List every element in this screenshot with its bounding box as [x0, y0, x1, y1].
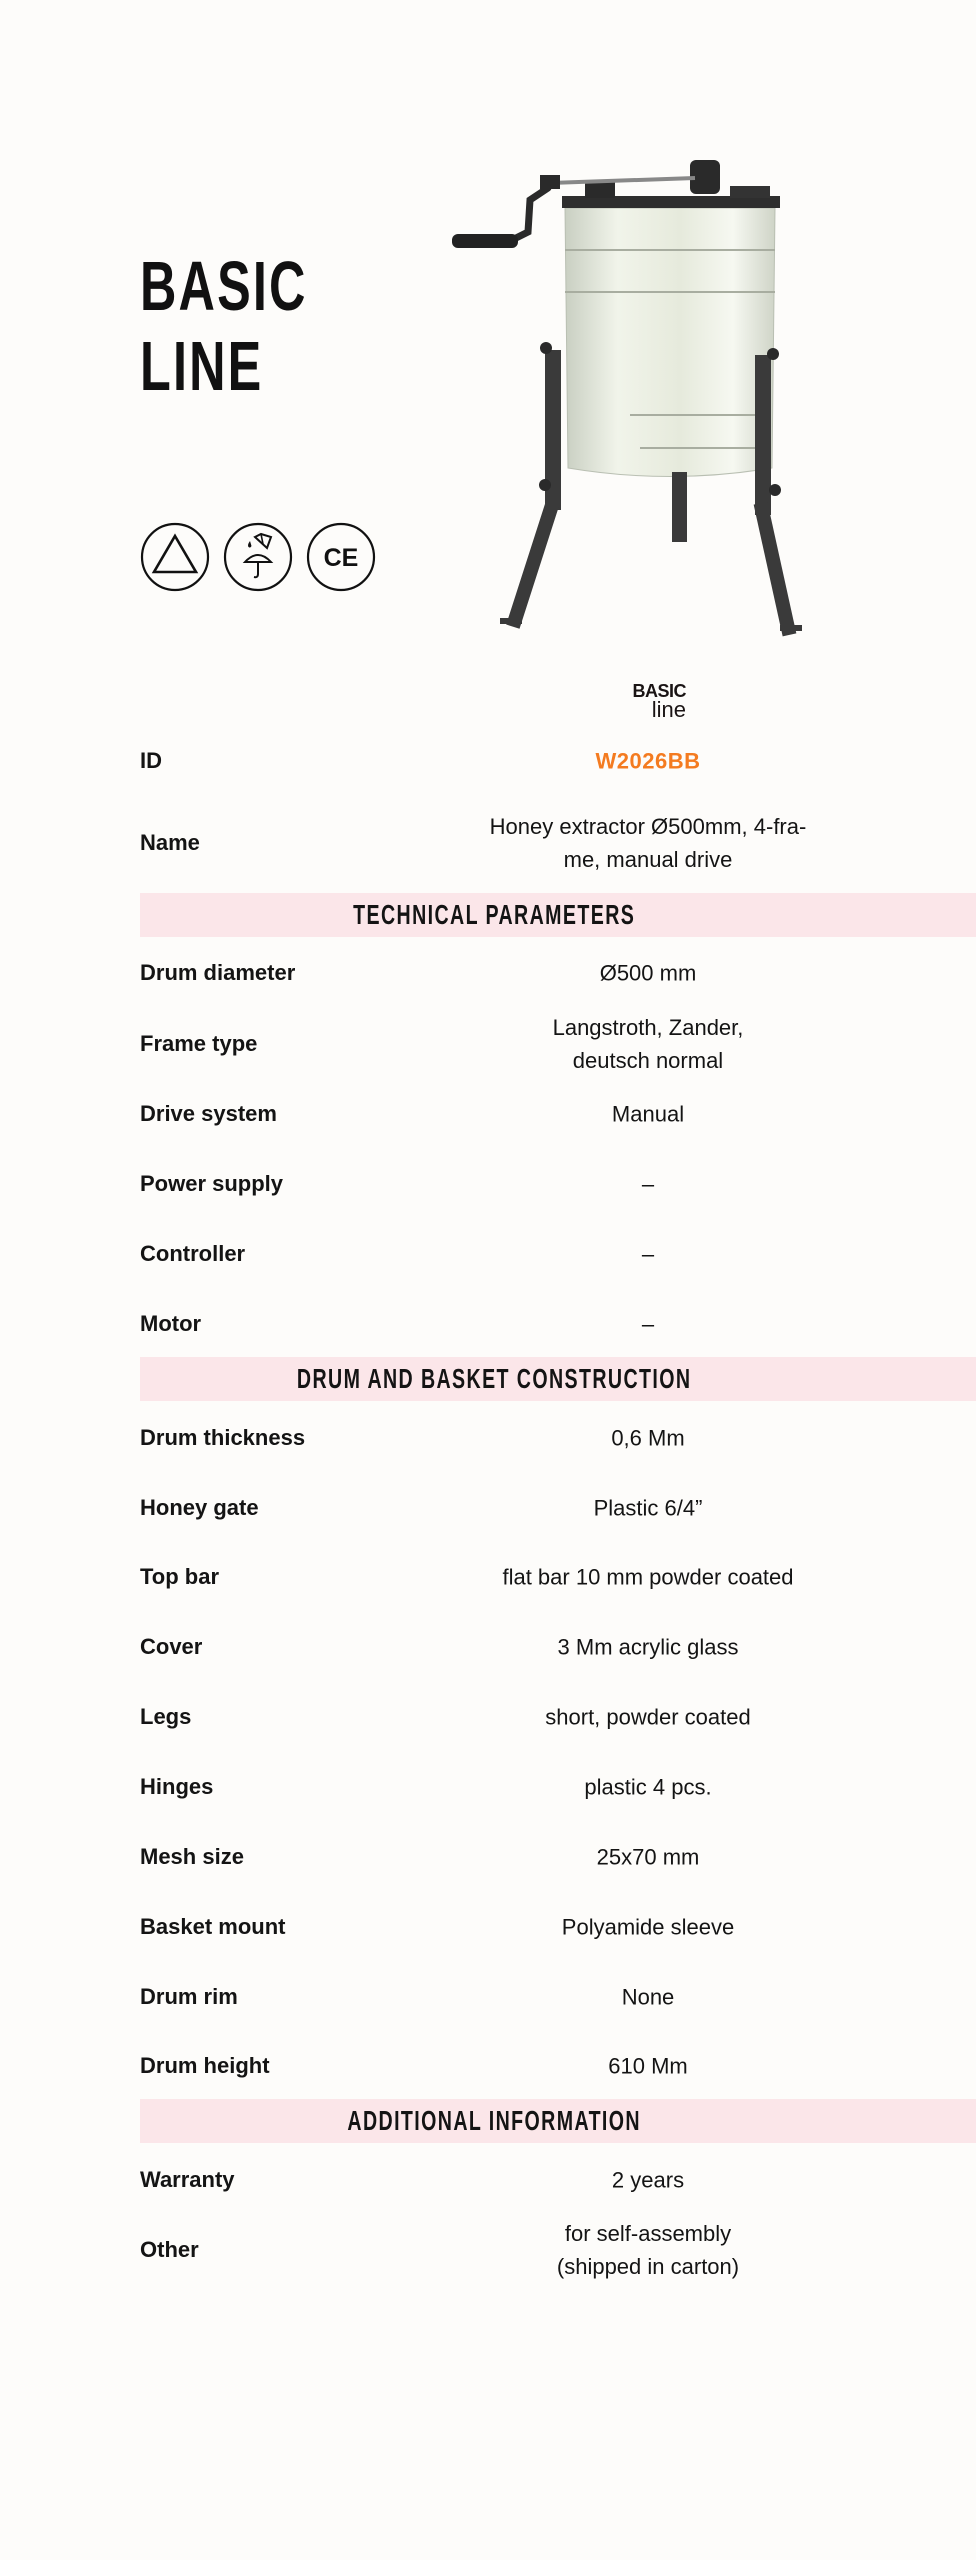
- spec-label: Name: [140, 830, 200, 855]
- triangle-icon: [140, 522, 210, 592]
- section-header-drum-and-basket: [140, 1357, 976, 1401]
- spec-value-line: deutsch normal: [572, 1048, 724, 1073]
- spec-label: Drive system: [140, 1101, 277, 1126]
- spec-value-line: for self-assembly: [564, 2221, 732, 2246]
- spec-value: 0,6 Mm: [611, 1425, 685, 1451]
- spec-label: Power supply: [140, 1171, 284, 1196]
- spec-value: –: [641, 1171, 655, 1197]
- spec-label: Basket mount: [140, 1914, 286, 1939]
- spec-label: Honey gate: [140, 1495, 259, 1520]
- spec-label: Motor: [140, 1311, 202, 1336]
- brand-logo: [600, 682, 686, 720]
- spec-label: Hinges: [140, 1774, 214, 1799]
- title-line-2: LINE: [140, 327, 264, 405]
- food-safe-keep-dry-icon: [223, 522, 293, 592]
- honey-extractor-image: [440, 150, 810, 650]
- spec-value: [400, 1011, 896, 1077]
- spec-value: 25x70 mm: [596, 1844, 700, 1870]
- ce-mark-text: CE: [323, 544, 359, 572]
- spec-value: None: [621, 1984, 675, 2010]
- spec-value: Plastic 6/4”: [593, 1495, 703, 1521]
- spec-label: Drum rim: [140, 1984, 238, 2009]
- spec-label: Drum diameter: [140, 960, 296, 985]
- spec-value: flat bar 10 mm powder coated: [502, 1564, 794, 1590]
- spec-value: [400, 2217, 896, 2283]
- spec-value: 610 Mm: [608, 2053, 688, 2079]
- certification-icons: [140, 522, 380, 594]
- logo-line-2: line: [651, 697, 686, 722]
- spec-label: Drum thickness: [140, 1425, 306, 1450]
- section-title: DRUM AND BASKET CONSTRUCTION: [296, 1363, 692, 1394]
- spec-label: Warranty: [140, 2167, 235, 2192]
- spec-label: Controller: [140, 1241, 246, 1266]
- spec-value: Ø500 mm: [599, 960, 697, 986]
- ce-mark-icon: [306, 522, 376, 592]
- spec-value: Polyamide sleeve: [561, 1914, 735, 1940]
- spec-value: plastic 4 pcs.: [584, 1774, 712, 1800]
- spec-value-line: Honey extractor Ø500mm, 4-fra-: [489, 814, 807, 839]
- spec-label: Cover: [140, 1634, 203, 1659]
- section-title: ADDITIONAL INFORMATION: [347, 2105, 641, 2136]
- spec-value-line: me, manual drive: [563, 847, 733, 872]
- spec-value: Manual: [611, 1101, 685, 1127]
- spec-label: Top bar: [140, 1564, 220, 1589]
- page-title: [140, 246, 308, 406]
- spec-value-line: Langstroth, Zander,: [552, 1015, 744, 1040]
- spec-label: Drum height: [140, 2053, 270, 2078]
- spec-label: Frame type: [140, 1031, 258, 1056]
- product-id: W2026BB: [595, 748, 701, 774]
- logo-line-1: BASIC: [632, 681, 686, 701]
- spec-value: 2 years: [611, 2167, 685, 2193]
- spec-value: 3 Mm acrylic glass: [557, 1634, 739, 1660]
- title-line-1: BASIC: [140, 247, 308, 325]
- spec-value: –: [641, 1241, 655, 1267]
- spec-label: Legs: [140, 1704, 192, 1729]
- spec-value: –: [641, 1311, 655, 1337]
- spec-value: short, powder coated: [545, 1704, 751, 1730]
- spec-label: ID: [140, 748, 162, 773]
- spec-value: [400, 810, 896, 876]
- section-header-additional-information: [140, 2099, 976, 2143]
- spec-label: Mesh size: [140, 1844, 244, 1869]
- section-header-technical-parameters: [140, 893, 976, 937]
- spec-value-line: (shipped in carton): [556, 2254, 740, 2279]
- spec-label: Other: [140, 2237, 199, 2262]
- section-title: TECHNICAL PARAMETERS: [353, 899, 636, 930]
